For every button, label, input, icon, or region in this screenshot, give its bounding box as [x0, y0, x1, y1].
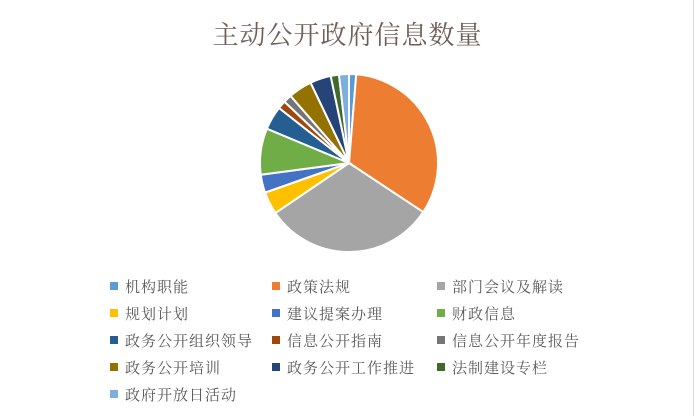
- legend-swatch-icon: [110, 390, 118, 398]
- legend-label: 法制建设专栏: [452, 359, 549, 377]
- legend-label: 政务公开组织领导: [125, 332, 254, 350]
- legend-label: 财政信息: [452, 305, 517, 323]
- legend-label: 政务公开工作推进: [287, 359, 416, 377]
- legend-item-9: [437, 331, 580, 349]
- legend-swatch-icon: [437, 282, 445, 290]
- legend-swatch-icon: [110, 282, 118, 290]
- legend-item-4: [110, 304, 189, 322]
- legend-label: 规划计划: [125, 305, 190, 323]
- legend-item-11: [272, 358, 415, 376]
- legend-swatch-icon: [272, 363, 280, 371]
- legend-item-6: [437, 304, 516, 322]
- sheet-gridline-edge: [693, 0, 694, 416]
- legend-label: 政策法规: [287, 278, 352, 296]
- legend-item-3: [437, 277, 564, 295]
- legend-swatch-icon: [110, 309, 118, 317]
- legend-label: 建议提案办理: [287, 305, 384, 323]
- legend-swatch-icon: [272, 282, 280, 290]
- legend-label: 政府开放日活动: [125, 386, 238, 404]
- legend-label: 政务公开培训: [125, 359, 222, 377]
- legend-item-2: [272, 277, 351, 295]
- legend-item-10: [110, 358, 221, 376]
- legend-swatch-icon: [437, 363, 445, 371]
- legend-label: 信息公开年度报告: [452, 332, 581, 350]
- legend-swatch-icon: [437, 309, 445, 317]
- legend-item-13: [110, 385, 237, 403]
- chart-title: 主动公开政府信息数量: [212, 20, 483, 50]
- legend-label: 信息公开指南: [287, 332, 384, 350]
- legend-swatch-icon: [110, 336, 118, 344]
- legend-item-5: [272, 304, 383, 322]
- legend-swatch-icon: [272, 309, 280, 317]
- legend-label: 部门会议及解读: [452, 278, 565, 296]
- legend-label: 机构职能: [125, 278, 190, 296]
- legend-item-7: [110, 331, 253, 349]
- legend-item-12: [437, 358, 548, 376]
- legend-item-1: [110, 277, 189, 295]
- legend-swatch-icon: [437, 336, 445, 344]
- legend-item-8: [272, 331, 383, 349]
- legend-swatch-icon: [110, 363, 118, 371]
- legend-swatch-icon: [272, 336, 280, 344]
